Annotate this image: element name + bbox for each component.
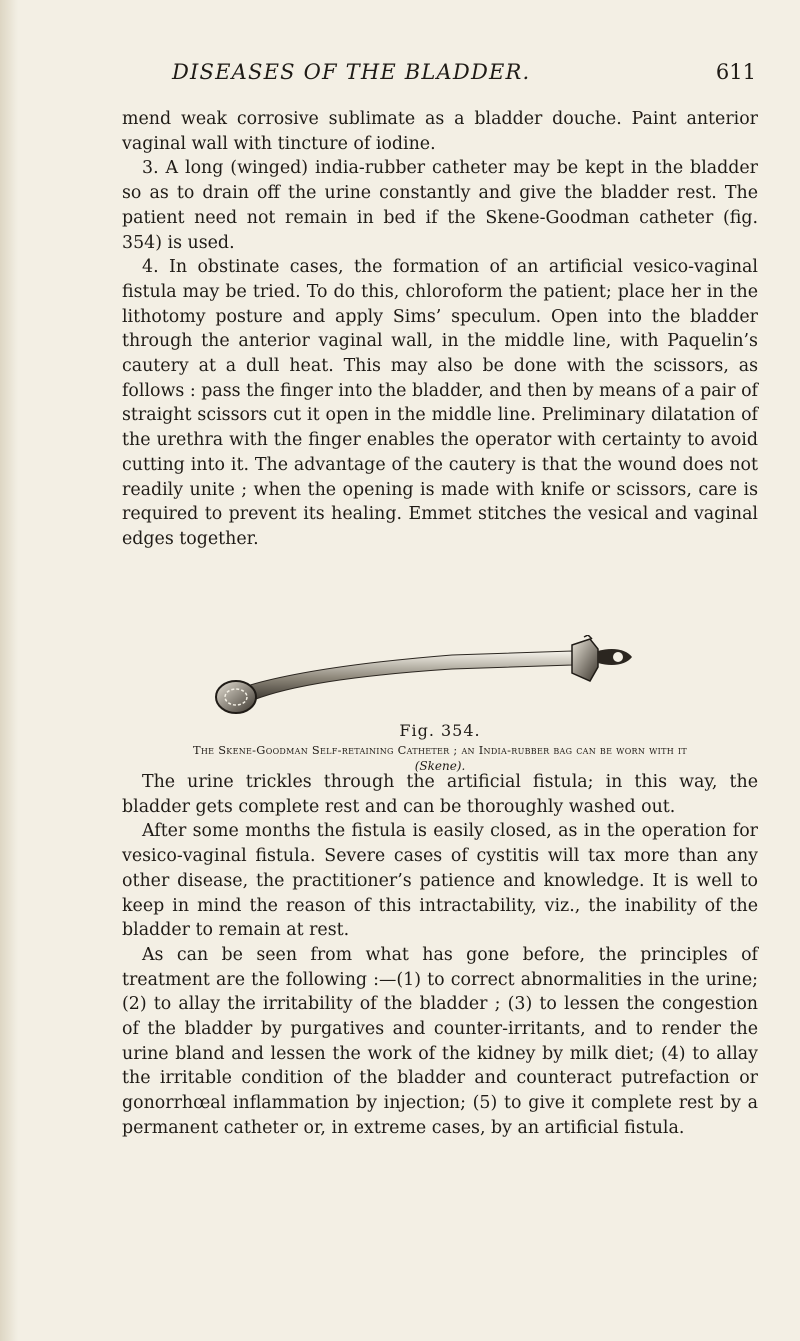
paragraph: 3. A long (winged) india-rubber catheter may be kept in the bladder so as to drain off the urine constantly and give the bladder rest. The patient need not remain in bed if the Skene-Goodman catheter (fig. 354) is used.	[122, 158, 758, 253]
page-number: 611	[715, 60, 756, 84]
catheter-illustration	[122, 635, 758, 720]
paragraph: As can be seen from what has gone before, the principles of treatment are the following :—(1) to correct abnormalities in the urine; (2) to allay the irritability of the bladder ; (3) to lessen the congestion of the bladder by purgatives and counter-irritants, and to render the urine bland and lessen the work of the kidney by milk diet; (4) to allay the irritable condition of the bladder and counteract putrefaction or gonorrhœal inflammation by injection; (5) to give it complete rest by a permanent catheter or, in extreme cases, by an artificial fistula.	[122, 944, 758, 1138]
figure-caption	[122, 720, 758, 774]
figure-title: The Skene-Goodman Self-retaining Catheter ; an India-rubber bag can be worn with it	[192, 743, 688, 757]
running-head: DISEASES OF THE BLADDER.	[172, 60, 531, 84]
figure-number: Fig. 354.	[399, 721, 481, 740]
page-header	[122, 60, 756, 90]
paragraph: After some months the fistula is easily closed, as in the operation for vesico-vaginal fistula. Severe cases of cystitis will tax more than any other disease, the practitioner’s patience and knowledge. It is well to keep in mind the reason of this intractability, viz., the inability of the bladder to remain at rest.	[122, 821, 758, 941]
body-text-bottom	[122, 770, 758, 1141]
body-text-top	[122, 107, 758, 552]
paragraph: 4. In obstinate cases, the formation of an artificial vesico-vaginal fistula may be tried. To do this, chloroform the patient; place her in the lithotomy posture and apply Sims’ speculum. Open into the bladder through the anterior vaginal wall, in the middle line, with Paquelin’s cautery at a dull heat. This may also be done with the scissors, as follows : pass the finger into the bladder, and then by means of a pair of straight scissors cut it open in the middle line. Preliminary dilatation of the urethra with the finger enables the operator with certainty to avoid cutting into it. The advantage of the cautery is that the wound does not readily unite ; when the opening is made with knife or scissors, care is required to prevent its healing. Emmet stitches the vesical and vaginal edges together.	[122, 257, 758, 549]
catheter-drawing	[212, 635, 652, 715]
page-edge-shadow	[0, 0, 18, 1341]
paragraph: The urine trickles through the artificial fistula; in this way, the bladder gets complete rest and can be thoroughly washed out.	[122, 772, 758, 817]
paragraph: mend weak corrosive sublimate as a bladder douche. Paint anterior vaginal wall with tincture of iodine.	[122, 109, 758, 154]
figure-credit: (Skene).	[414, 759, 466, 773]
